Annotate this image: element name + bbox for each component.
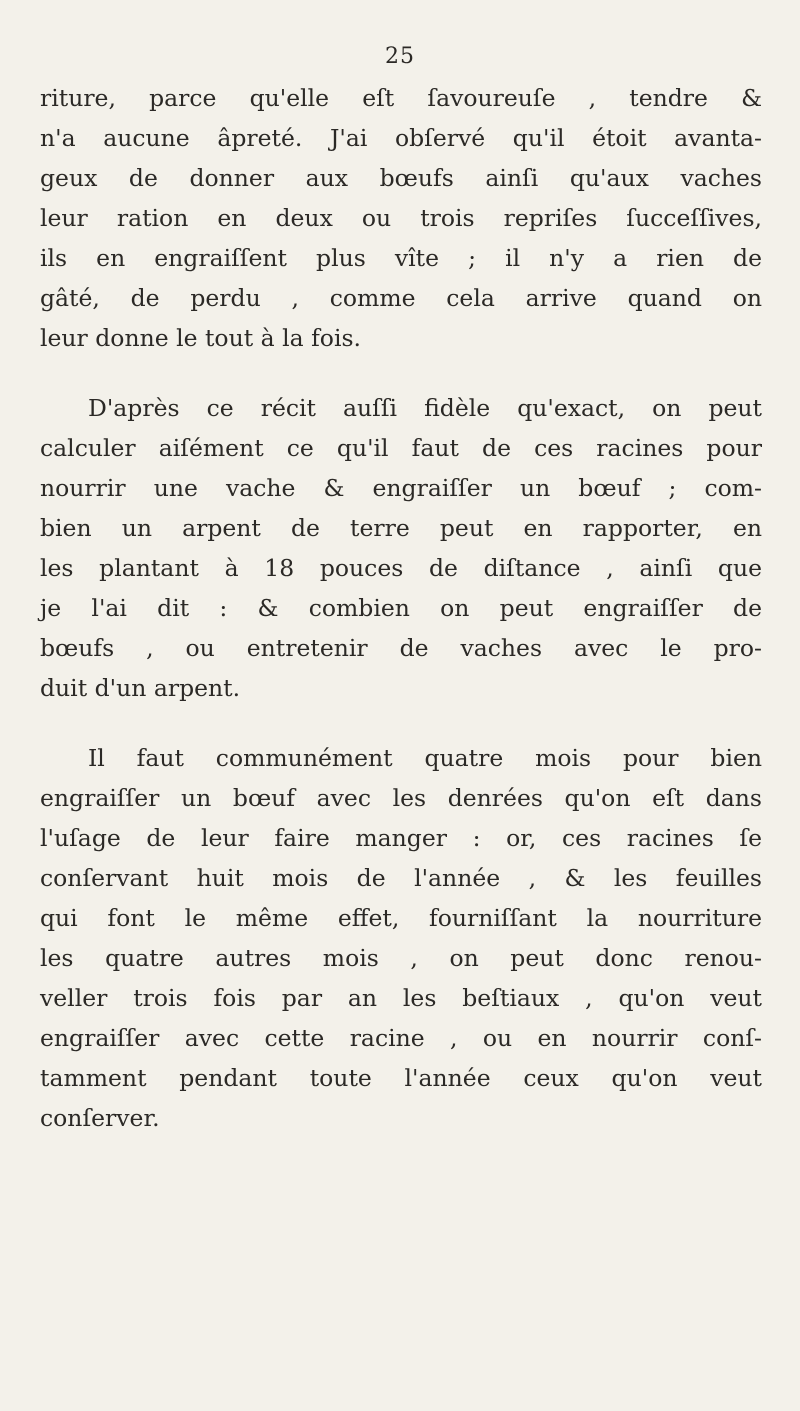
text-line: calculer aiſément ce qu'il faut de ces racines pour <box>40 434 762 462</box>
text-line: engraiſſer un bœuf avec les denrées qu'on eſt dans <box>40 784 762 812</box>
text-line: leur ration en deux ou trois repriſes ſucceſſives, <box>40 204 762 232</box>
text-line: ils en engraiſſent plus vîte ; il n'y a rien de <box>40 244 762 272</box>
page-text <box>40 78 762 1138</box>
text-line: leur donne le tout à la fois. <box>40 324 362 352</box>
text-line: D'après ce récit auſſi fidèle qu'exact, on peut <box>88 394 762 422</box>
text-line: geux de donner aux bœufs ainſi qu'aux vaches <box>40 164 762 192</box>
paragraph-1 <box>40 78 762 358</box>
text-line: duit d'un arpent. <box>40 674 241 702</box>
text-line: Il faut communément quatre mois pour bien <box>88 744 762 772</box>
text-line: engraiſſer avec cette racine , ou en nourrir conſ- <box>40 1024 762 1052</box>
text-line: les plantant à 18 pouces de diſtance , ainſi que <box>40 554 762 582</box>
text-line: nourrir une vache & engraiſſer un bœuf ; com- <box>40 474 762 502</box>
text-line: conſervant huit mois de l'année , & les feuilles <box>40 864 762 892</box>
text-line: riture, parce qu'elle eſt ſavoureuſe , tendre & <box>40 84 762 112</box>
page-number: 25 <box>385 44 415 69</box>
text-line: bien un arpent de terre peut en rapporter, en <box>40 514 762 542</box>
text-line: qui font le même effet, fourniſſant la nourriture <box>40 904 762 932</box>
text-line: veller trois fois par an les beſtiaux , qu'on veut <box>40 984 762 1012</box>
text-line: l'uſage de leur faire manger : or, ces racines ſe <box>40 824 762 852</box>
text-line: je l'ai dit : & combien on peut engraiſſer de <box>40 594 762 622</box>
text-line: gâté, de perdu , comme cela arrive quand on <box>40 284 762 312</box>
text-line: tamment pendant toute l'année ceux qu'on veut <box>40 1064 762 1092</box>
text-line: conſerver. <box>40 1104 160 1132</box>
text-line: n'a aucune âpreté. J'ai obſervé qu'il étoit avanta- <box>40 124 762 152</box>
paragraph-3 <box>40 738 762 1138</box>
text-line: bœufs , ou entretenir de vaches avec le pro- <box>40 634 762 662</box>
text-line: les quatre autres mois , on peut donc renou- <box>40 944 762 972</box>
paragraph-2 <box>40 388 762 708</box>
